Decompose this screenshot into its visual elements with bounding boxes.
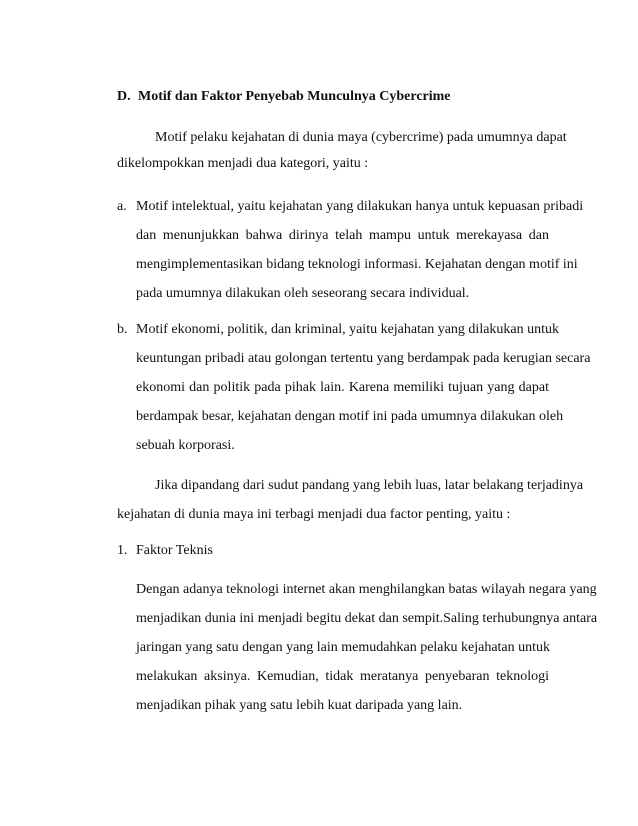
intro-line-1: Motif pelaku kejahatan di dunia maya (cybercrime) pada umumnya dapat [155,130,567,145]
item-1-title: Faktor Teknis [136,543,213,558]
intro-line-2: dikelompokkan menjadi dua kategori, yaitu : [117,156,369,171]
para2-line-2: kejahatan di dunia maya ini terbagi menjadi dua factor penting, yaitu : [117,507,511,522]
list-b-line-3: ekonomi dan politik pada pihak lain. Karena memiliki tujuan yang dapat [136,380,549,395]
list-b-line-2: keuntungan pribadi atau golongan tertentu yang berdampak pada kerugian secara [136,351,591,366]
item-1-line-2: menjadikan dunia ini menjadi begitu dekat dan sempit.Saling terhubungnya antara [136,611,598,626]
list-marker-a: a. [117,199,127,214]
list-a-line-2: dan menunjukkan bahwa dirinya telah mampu untuk merekayasa dan [136,228,549,243]
list-marker-b: b. [117,322,128,337]
item-1-line-5: menjadikan pihak yang satu lebih kuat daripada yang lain. [136,698,463,713]
section-title: Motif dan Faktor Penyebab Munculnya Cybercrime [138,89,451,104]
section-heading [117,89,451,105]
list-a-line-3: mengimplementasikan bidang teknologi informasi. Kejahatan dengan motif ini [136,257,578,272]
item-1-line-1: Dengan adanya teknologi internet akan menghilangkan batas wilayah negara yang [136,582,597,597]
list-b-line-4: berdampak besar, kejahatan dengan motif ini pada umumnya dilakukan oleh [136,409,564,424]
item-1-line-4: melakukan aksinya. Kemudian, tidak meratanya penyebaran teknologi [136,669,549,684]
list-a-line-4: pada umumnya dilakukan oleh seseorang secara individual. [136,286,470,301]
para2-line-1: Jika dipandang dari sudut pandang yang lebih luas, latar belakang terjadinya [155,478,584,493]
list-b-line-5: sebuah korporasi. [136,438,235,453]
list-a-line-1: Motif intelektual, yaitu kejahatan yang dilakukan hanya untuk kepuasan pribadi [136,199,584,214]
list-b-line-1: Motif ekonomi, politik, dan kriminal, yaitu kejahatan yang dilakukan untuk [136,322,560,337]
item-1-marker: 1. [117,543,128,558]
item-1-line-3: jaringan yang satu dengan yang lain memudahkan pelaku kejahatan untuk [136,640,551,655]
section-number: D. [117,89,131,104]
